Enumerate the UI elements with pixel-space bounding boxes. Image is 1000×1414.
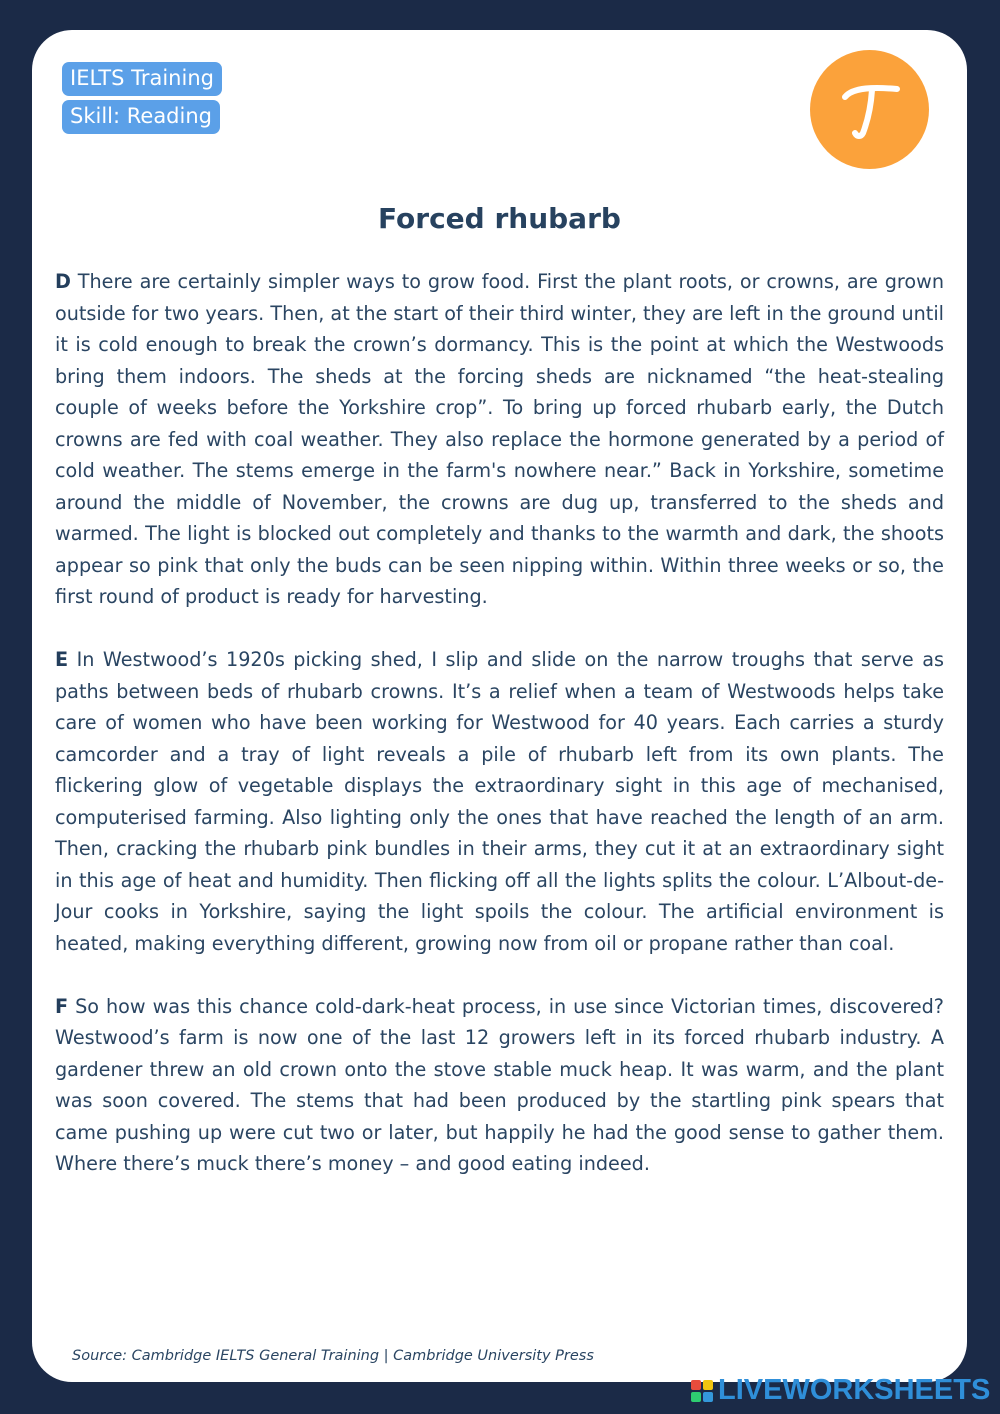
watermark-text: LIVEWORKSHEETS bbox=[718, 1374, 991, 1406]
liveworksheets-watermark bbox=[691, 1376, 990, 1405]
letter-t-logo-icon bbox=[810, 50, 929, 169]
paragraph-f bbox=[55, 991, 944, 1180]
article-title: Forced rhubarb bbox=[378, 202, 621, 235]
paragraph-letter: F bbox=[55, 994, 69, 1018]
worksheet-page bbox=[32, 30, 967, 1382]
source-citation: Source: Cambridge IELTS General Training | Cambridge University Press bbox=[72, 1348, 594, 1364]
tag-skill-reading: Skill: Reading bbox=[62, 100, 220, 134]
header-tags bbox=[62, 62, 222, 138]
paragraph-e bbox=[55, 644, 944, 959]
paragraph-d bbox=[55, 266, 944, 613]
paragraph-text: In Westwood’s 1920s picking shed, I slip and slide on the narrow troughs that serve as paths between beds of rhubarb crowns. It’s a relief when a team of Westwoods helps take care of women who have been working for Westwood for 40 years. Each carries a sturdy camcorder and a tray of light reveals a pile of rhubarb left from its own plants. The flickering glow of vegetable displays the extraordinary sight in this age of mechanised, computerised farming. Also lighting only the ones that have reached the length of an arm. Then, cracking the rhubarb pink bundles in their arms, they cut it at an extraordinary sight in this age of heat and humidity. Then flicking off all the lights splits the colour. L’Albout-de-Jour cooks in Yorkshire, saying the light spoils the colour. The artificial environment is heated, making everything different, growing now from oil or propane rather than coal. bbox=[55, 648, 944, 955]
tag-ielts-training: IELTS Training bbox=[62, 62, 222, 96]
paragraph-letter: D bbox=[55, 270, 71, 293]
paragraph-text: So how was this chance cold-dark-heat process, in use since Victorian times, discovered? Westwood’s farm is now one of the last 12 growers left in its forced rhubarb industry. A gardener threw an old crown onto the stove stable muck heap. It was warm, and the plant was soon covered. The stems that had been produced by the startling pink spears that came pushing up were cut two or later, but happily he had the good sense to gather them. Where there’s muck there’s money – and good eating indeed. bbox=[55, 994, 944, 1175]
article-body bbox=[55, 266, 944, 1211]
liveworksheets-logo-icon bbox=[691, 1380, 713, 1402]
paragraph-letter: E bbox=[55, 648, 69, 671]
paragraph-text: There are certainly simpler ways to grow food. First the plant roots, or crowns, are grown outside for two years. Then, at the start of their third winter, they are left in the ground until it is cold enough to break the crown’s dormancy. This is the point at which the Westwoods bring them indoors. The sheds at the forcing sheds are nicknamed “the heat-stealing couple of weeks before the Yorkshire crop”. To bring up forced rhubarb early, the Dutch crowns are fed with coal weather. They also replace the hormone generated by a period of cold weather. The stems emerge in the farm's nowhere near.” Back in Yorkshire, sometime around the middle of November, the crowns are dug up, transferred to the sheds and warmed. The light is blocked out completely and thanks to the warmth and dark, the shoots appear so pink that only the buds can be seen nipping within. Within three weeks or so, the first round of product is ready for harvesting. bbox=[55, 270, 944, 608]
